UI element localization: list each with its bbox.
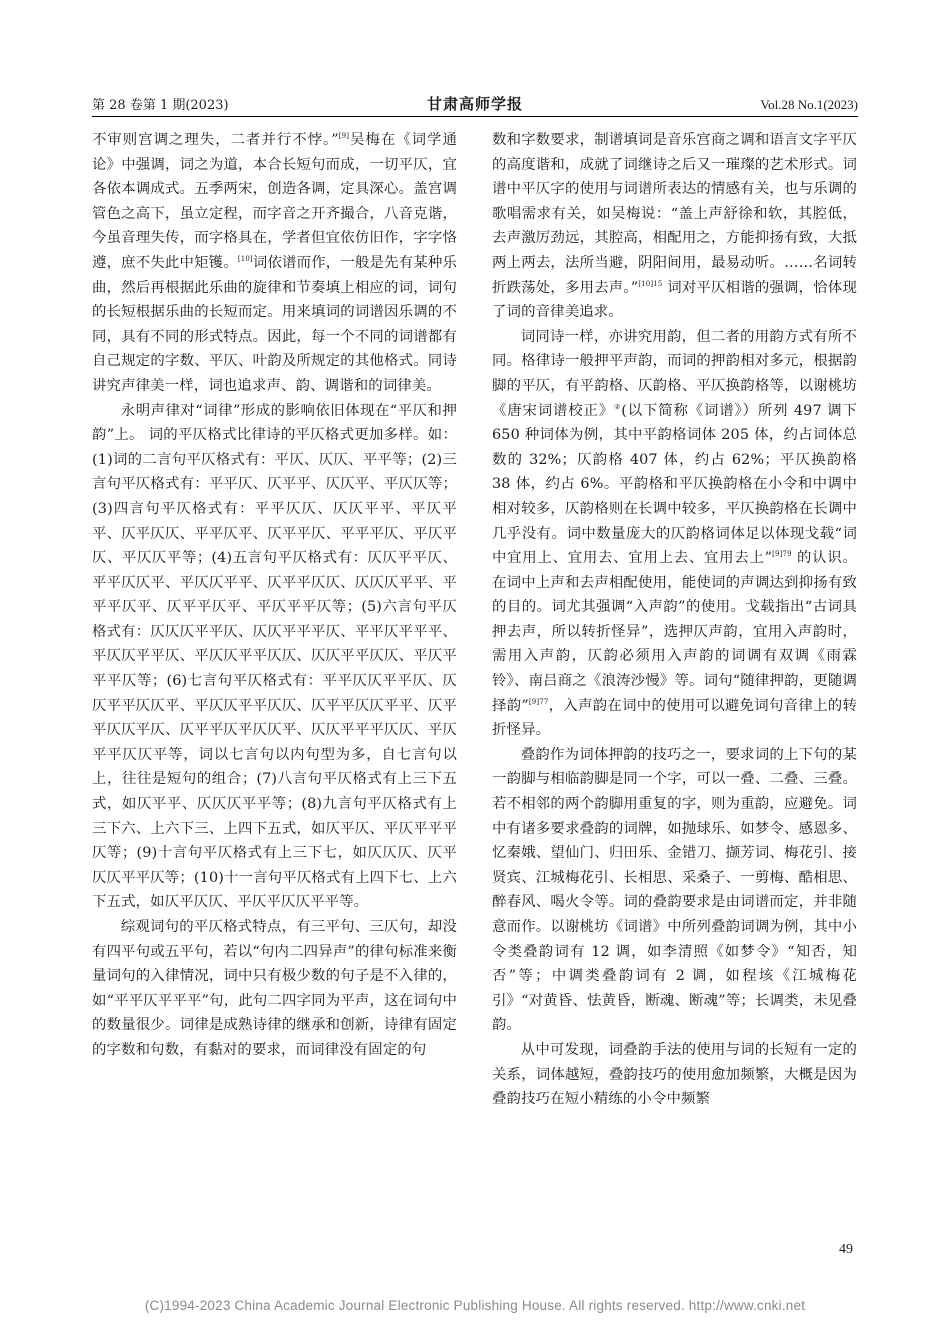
paragraph-text: 不审则宫调之理失，二者并行不悖。” (92, 132, 339, 148)
paragraph (492, 128, 857, 325)
paragraph: 综观词句的平仄格式特点，有三平句、三仄句，却没有四平句或五平句，若以“句内二四异声”的律句标准来衡量词句的入律情况，词中只有极少数的句子是不入律的，如“平平仄平平平”句，此句二四字同为平声，这在词句中的数量很少。词律是成熟诗律的继承和创新，诗律有固定的字数和句数，有黏对的要求，而词律没有固定的句 (92, 919, 457, 1058)
paragraph: 永明声律对“词律”形成的影响依旧体现在“平仄和押韵”上。 词的平仄格式比律诗的平仄格式更加多样。如：(1)词的二言句平仄格式有：平仄、仄仄、平平等；(2)三言句平仄格式有：平平仄、仄平平、仄仄平、平仄仄等；(3)四言句平仄格式有：平平仄仄、仄仄平平、平仄平平、仄平仄仄、平平仄平、仄平平仄、平平平仄、平仄平仄、平仄仄平等；(4)五言句平仄格式有：仄仄平平仄、平平仄仄平、平仄仄平平、仄平平仄仄、仄仄仄平平、平平平仄平、仄平平仄平、平仄平平仄等；(5)六言句平仄格式有：仄仄仄平平仄、仄仄平平平仄、平平仄平平平、平仄仄平平仄、平仄仄平平仄仄、仄仄平平仄仄、平仄平平平仄等；(6)七言句平仄格式有：平平仄仄平平仄、仄仄平平仄仄平、平仄仄平平仄仄、仄平平仄仄平平、仄平平仄仄平仄、仄平平仄平仄仄平、仄仄平平平仄仄、平仄平平仄仄平等，词以七言句以内句型为多，自七言句以上，往往是短句的组合；(7)八言句平仄格式有上三下五式，如仄平平、仄仄仄平平等；(8)九言句平仄格式有上三下六、上六下三、上四下五式，如仄平仄、平仄平平平仄等；(9)十言句平仄格式有上三下七，如仄仄仄、仄平仄仄平平仄等；(10)十一言句平仄格式有上四下七、上六下五式，如仄平仄仄、平仄平仄仄平平等。 (92, 402, 457, 911)
paragraph-text: 的认识。在词中上声和去声相配使用，能使词的声调达到抑扬有致的目的。词尤其强调“入声韵”的使用。戈载指出“古词具押去声，所以转折怪异”，选押仄声韵，宜用入声韵时，需用入声韵，仄韵必须用入声韵的词调有双调《雨霖铃》、南吕商之《浪涛沙慢》等。词句“随律押韵，更随调择韵” (492, 550, 857, 714)
paragraph-text: ，入声韵在词中的使用可以避免词句音律上的转折怪异。 (492, 697, 857, 739)
citation-ref: [10] (237, 255, 253, 264)
journal-title: 甘肃高师学报 (426, 95, 523, 113)
paragraph-text: 词对平仄相谐的强调，恰体现了词的音律美追求。 (492, 279, 857, 321)
left-column (92, 128, 457, 1063)
journal-volume-en: Vol.28 No.1(2023) (760, 97, 858, 112)
paragraph-text: 数和字数要求，制谱填词是音乐宫商之调和语言文字平仄的高度谐和，成就了词继诗之后又一璀璨的艺术形式。词谱中平仄字的使用与词谱所表达的情感有关，也与乐调的歌唱需求有关，如吴梅说：“盖上声舒徐和软，其腔低，去声激厉劲远，其腔高，相配用之，方能抑扬有致，大抵两上两去，法所当避，阴阳间用，最易动听。……名词转折跌荡处，多用去声。” (492, 132, 857, 296)
paragraph-text: 吴梅在《词学通论》中强调，词之为道，本合长短句而成，一切平仄，宜各依本调成式。五季两宋，创造各调，定具深心。盖宫调管色之高下，虽立定程，而字音之开齐撮合，八音克谐，今虽音理失传，而字格具在，学者但宜依仿旧作，字字恪遵，庶不失此中矩镬。 (92, 132, 457, 271)
copyright-footer: (C)1994-2023 China Academic Journal Electronic Publishing House. All rights reserved. http://www.cnki.net (144, 1298, 806, 1313)
right-column (492, 128, 857, 1112)
citation-ref: [9]79 (772, 550, 792, 559)
citation-ref: [10]15 (638, 279, 663, 288)
paragraph: 叠韵作为词体押韵的技巧之一，要求词的上下句的某一韵脚与相临韵脚是同一个字，可以一叠、二叠、三叠。若不相邻的两个韵脚用重复的字，则为重韵，应避免。词中有诸多要求叠韵的词牌，如抛球乐、如梦令、感恩多、忆秦娥、望仙门、归田乐、金错刀、撷芳词、梅花引、接贤宾、江城梅花引、长相思、采桑子、一剪梅、酷相思、醉春风、喝火令等。词的叠韵要求是由词谱而定，并非随意而作。以谢桃坊《词谱》中所列叠韵词调为例，其中小令类叠韵词有 12 调，如李清照《如梦令》“知否，知否”等；中调类叠韵词有 2 调，如程垓《江城梅花引》“对黄昏、怯黄昏，断魂、断魂”等；长调类，未见叠韵。 (492, 746, 857, 1034)
citation-ref: [9] (338, 132, 350, 141)
paragraph: 从中可发现，词叠韵手法的使用与词的长短有一定的关系，词体越短，叠韵技巧的使用愈加频繁，大概是因为叠韵技巧在短小精练的小令中频繁 (492, 1041, 857, 1108)
running-header (92, 92, 858, 117)
citation-ref: [9]77 (528, 697, 549, 706)
paragraph (92, 128, 457, 399)
paragraph-text: 词同诗一样，亦讲究用韵，但二者的用韵方式有所不同。格律诗一般押平声韵，而词的押韵相对多元，根据韵脚的平仄，有平韵格、仄韵格、平仄换韵格等，以谢桃坊《唐宋词谱校正》 (492, 328, 857, 419)
footnote-ref: ② (614, 402, 622, 411)
paragraph-text: (以下简称《词谱》）所列 497 调下 650 种词体为例，其中平韵格词体 205 体，约占词体总数的 32%；仄韵格 407 体，约占 62%；平仄换韵格 38 体，约占 6%。平韵格和平仄换韵格在小令和中调中相对较多，仄韵格则在长调中较多，平仄换韵格在长调中几乎没有。词中数量庞大的仄韵格词体足以体现戈载“词中宜用上、宜用去、宜用上去、宜用去上” (492, 402, 858, 567)
page-number: 49 (839, 1242, 853, 1257)
journal-volume-cn: 第 28 卷第 1 期(2023) (92, 98, 229, 113)
paragraph-text: 词依谱而作，一般是先有某种乐曲，然后再根据此乐曲的旋律和节奏填上相应的词，词句的长短根据乐曲的长短而定。用来填词的词谱因乐调的不同，具有不同的形式特点。因此，每一个不同的词谱都有自己规定的字数、平仄、叶韵及所规定的其他格式。同诗讲究声律美一样，词也追求声、韵、调谐和的词律美。 (92, 254, 457, 394)
paragraph (492, 325, 857, 743)
